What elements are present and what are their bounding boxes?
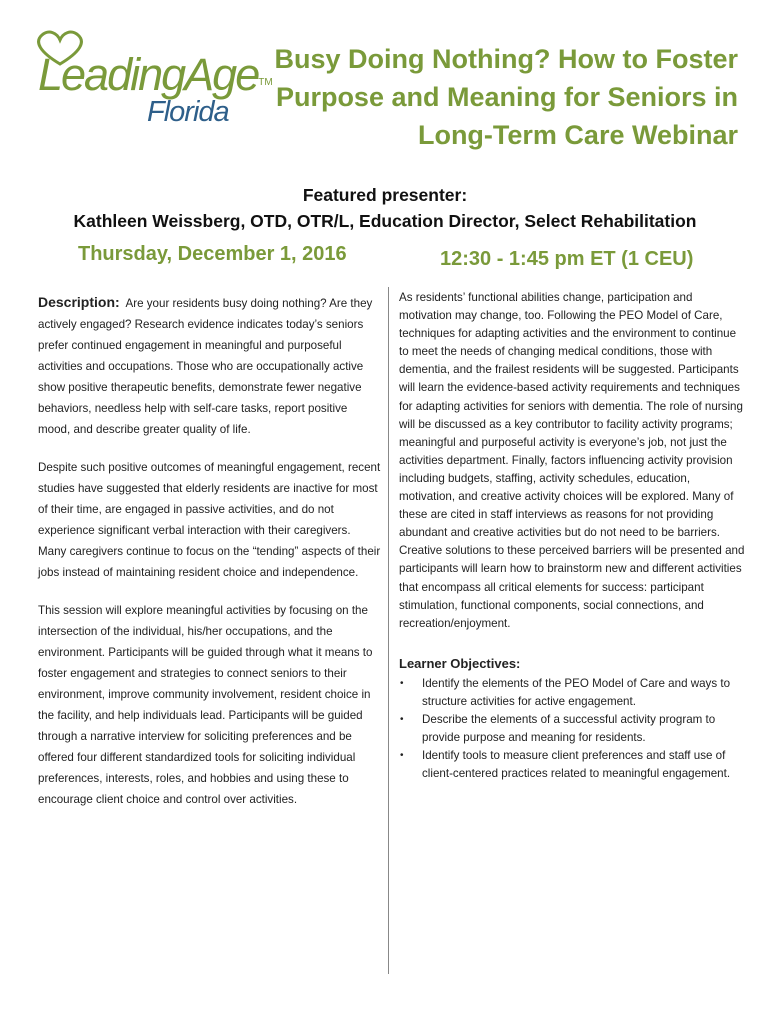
- page-title: Busy Doing Nothing? How to Foster Purpose and Meaning for Seniors in Long-Term Care Webinar: [274, 44, 738, 150]
- description-paragraph-2: Despite such positive outcomes of meaningful engagement, recent studies have suggested that elderly residents are inactive for most of their time, are engaged in passive activities, and do not experience significant verbal interaction with their caregivers. Many caregivers continue to focus on the “tending” aspects of their jobs instead of maintaining resident choice and independence.: [38, 461, 381, 579]
- column-divider: [388, 287, 389, 974]
- bullet-icon: •: [400, 750, 404, 762]
- bullet-icon: •: [400, 714, 404, 726]
- learner-objectives-list: [399, 675, 747, 784]
- list-item: [399, 675, 747, 711]
- logo-main-text: LeadingAge: [38, 49, 259, 100]
- description-left-column: [38, 292, 381, 827]
- description-paragraph-1: [38, 292, 381, 440]
- event-time: 12:30 - 1:45 pm ET (1 CEU): [440, 248, 694, 270]
- objective-text: Identify tools to measure client preferences and staff use of client-centered practices related to meaningful engagement.: [422, 749, 731, 781]
- description-text-1: Are your residents busy doing nothing? Are they actively engaged? Research evidence indicates today’s seniors prefer continued engagement in meaningful and purposeful activities and occupations. Those who are occupationally active show positive therapeutic benefits, demonstrate fewer negative behaviors, needless help with self-care tasks, report positive mood, and describe greater quality of life.: [38, 297, 373, 436]
- bullet-icon: •: [400, 677, 404, 689]
- event-date: Thursday, December 1, 2016: [78, 243, 347, 265]
- description-paragraph-4: As residents’ functional abilities change, participation and motivation may change, too. Following the PEO Model of Care, techniques for adapting activities and the environment to continue to meet the needs of changing medical conditions, those with dementia, and the frailest residents will be suggested. Participants will learn the evidence-based activity requirements and techniques for adapting activities for seniors with dementia. The role of nursing will be discussed as a key contributor to facility activity programs; meaningful and purposeful activity is everyone’s job, not just the activities department. Finally, factors influencing activity provision including budgets, staffing, activity schedules, education, motivation, and creative activity choices will be explored. Many of these are cited in staff interviews as reasons for not providing abundant and creative activities but do not need to be barriers. Creative solutions to these perceived barriers will be presented and participants will learn how to brainstorm new and different activities that encompass all critical elements for success: participant stimulation, functional components, social connections, and recreation/enjoyment.: [399, 291, 745, 630]
- learner-objectives-heading: Learner Objectives:: [399, 655, 521, 671]
- list-item: [399, 711, 747, 747]
- description-right-column: [399, 289, 747, 783]
- logo-trademark: TM: [258, 77, 273, 88]
- description-label: Description:: [38, 294, 120, 310]
- objective-text: Identify the elements of the PEO Model of Care and ways to structure activities for active engagement.: [422, 676, 731, 708]
- description-paragraph-3: This session will explore meaningful activities by focusing on the intersection of the individual, his/her occupations, and the environment. Participants will be guided through what it means to foster engagement and strategies to connect seniors to their environment, improve community involvement, resident choice in the facility, and help individuals lead. Participants will be guided through a narrative interview for soliciting preferences and be offered four different standardized tools for soliciting individual preferences, interests, roles, and hobbies and using these to encourage client choice and control over activities.: [38, 604, 373, 806]
- logo-subtext: Florida: [147, 96, 229, 128]
- presenter-label: Featured presenter:: [302, 185, 468, 205]
- featured-presenter: [0, 182, 770, 234]
- objective-text: Describe the elements of a successful activity program to provide purpose and meaning for residents.: [422, 713, 716, 745]
- list-item: [399, 747, 747, 783]
- logo-wordmark: [38, 50, 273, 100]
- leadingage-florida-logo: [30, 30, 273, 130]
- presenter-name: Kathleen Weissberg, OTD, OTR/L, Education Director, Select Rehabilitation: [73, 211, 697, 231]
